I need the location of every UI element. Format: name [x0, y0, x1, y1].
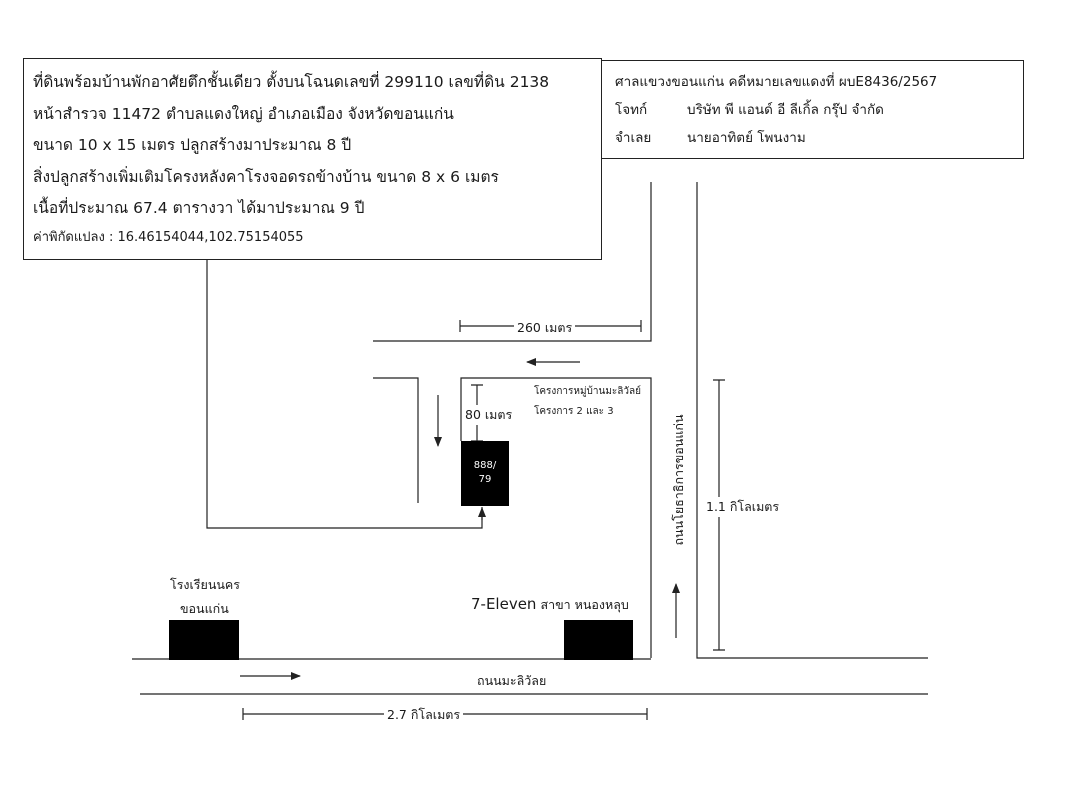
property-line-5: เนื้อที่ประมาณ 67.4 ตารางวา ได้มาประมาณ 9 ปี: [33, 199, 365, 217]
property-line-3: ขนาด 10 x 15 เมตร ปลูกสร้างมาประมาณ 8 ปี: [33, 136, 352, 154]
defendant-label: จำเลย: [615, 130, 652, 146]
school-marker: [169, 620, 239, 660]
village-name-line-1: โครงการหมู่บ้านมะลิวัลย์: [534, 386, 642, 397]
property-line-4: สิ่งปลูกสร้างเพิ่มเติมโครงหลังคาโรงจอดรถข้างบ้าน ขนาด 8 x 6 เมตร: [33, 167, 499, 186]
target-house-marker: [461, 441, 509, 506]
route-line: [207, 258, 482, 528]
distance-260m-label: 260 เมตร: [514, 318, 575, 338]
house-number-line-2: 79: [478, 474, 492, 485]
plaintiff-row: [615, 96, 1023, 124]
main-road-label: ถนนมะลิวัลย: [477, 673, 547, 688]
school-name-line-2: ขอนแก่น: [180, 601, 229, 616]
school-name-line-1: โรงเรียนนคร: [170, 577, 241, 592]
soi-road-lower-edge: [373, 378, 418, 503]
vertical-road-edge: [697, 182, 928, 658]
plaintiff-label: โจทก์: [615, 102, 648, 118]
village-name-line-2: โครงการ 2 และ 3: [534, 406, 614, 417]
store-marker: [564, 620, 633, 660]
distance-2-7km-label: 2.7 กิโลเมตร: [384, 705, 463, 725]
distance-80m-label: 80 เมตร: [462, 405, 515, 425]
property-line-1: ที่ดินพร้อมบ้านพักอาศัยตึกชั้นเดียว ตั้งบนโฉนดเลขที่ 299110 เลขที่ดิน 2138: [33, 73, 550, 91]
store-label: [471, 595, 629, 615]
defendant-name: นายอาทิตย์ โพนงาม: [687, 130, 806, 146]
distance-1-1km-label: 1.1 กิโลเมตร: [703, 497, 782, 517]
store-brand: 7-Eleven: [471, 595, 537, 613]
court-case-number: ศาลแขวงขอนแก่น คดีหมายเลขแดงที่ ผบE8436/2567: [615, 74, 938, 90]
property-line-2: หน้าสำรวจ 11472 ตำบลแดงใหญ่ อำเภอเมือง จังหวัดขอนแก่น: [33, 104, 454, 123]
defendant-row: [615, 124, 1023, 152]
plaintiff-name: บริษัท พี แอนด์ อี ลีเกิ้ล กรุ๊ป จำกัด: [687, 102, 884, 118]
house-number-line-1: 888/: [473, 460, 497, 471]
store-branch: สาขา หนองหลุบ: [540, 597, 629, 612]
property-info-box: [23, 58, 602, 260]
case-info-box: [601, 60, 1024, 159]
vertical-road-label: ถนนโยธาธิการขอนแก่น: [671, 414, 686, 546]
property-coordinates: ค่าพิกัดแปลง : 16.46154044,102.75154055: [33, 229, 304, 245]
